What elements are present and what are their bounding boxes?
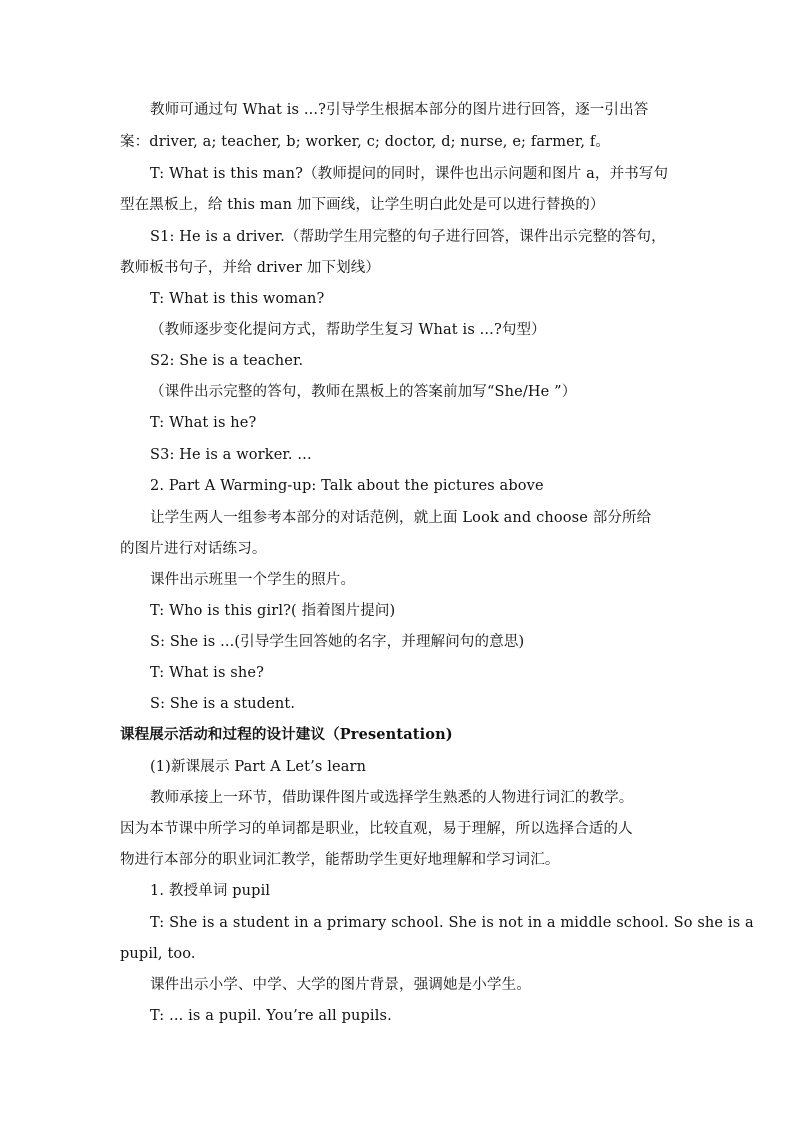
paragraph-line: (1)新课展示 Part A Let’s learn — [150, 759, 367, 775]
paragraph-line: T: What is this woman? — [150, 291, 325, 307]
paragraph-line: （教师逐步变化提问方式，帮助学生复习 What is ...?句型） — [150, 322, 546, 338]
paragraph-line: 课件出示小学、中学、大学的图片背景，强调她是小学生。 — [150, 977, 531, 993]
paragraph-line: 教师可通过句 What is ...?引导学生根据本部分的图片进行回答，逐一引出答 — [150, 102, 649, 118]
paragraph-line: 案：driver, a; teacher, b; worker, c; doctor, d; nurse, e; farmer, f。 — [120, 134, 611, 150]
paragraph-line: T: She is a student in a primary school. She is not in a middle school. So she is a — [150, 915, 754, 931]
paragraph-line: （课件出示完整的答句，教师在黑板上的答案前加写“She/He ”） — [150, 384, 577, 400]
paragraph-line: S3: He is a worker. ... — [150, 447, 312, 463]
section-heading: 课程展示活动和过程的设计建议（Presentation) — [120, 726, 453, 743]
paragraph-line: pupil, too. — [120, 946, 196, 962]
paragraph-line: 教师板书句子，并给 driver 加下划线） — [120, 260, 381, 276]
paragraph-line: 课件出示班里一个学生的照片。 — [150, 572, 356, 588]
paragraph-line: 因为本节课中所学习的单词都是职业，比较直观，易于理解，所以选择合适的人 — [120, 821, 633, 837]
paragraph-line: T: What is she? — [150, 665, 265, 681]
paragraph-line: 教师承接上一环节，借助课件图片或选择学生熟悉的人物进行词汇的教学。 — [150, 790, 634, 806]
paragraph-line: S: She is ...(引导学生回答她的名字，并理解问句的意思) — [150, 634, 525, 650]
paragraph-line: 1. 教授单词 pupil — [150, 883, 271, 899]
paragraph-line: T: What is he? — [150, 415, 257, 431]
paragraph-line: S2: She is a teacher. — [150, 353, 304, 369]
paragraph-line: 的图片进行对话练习。 — [120, 541, 267, 557]
paragraph-line: 物进行本部分的职业词汇教学，能帮助学生更好地理解和学习词汇。 — [120, 852, 560, 868]
paragraph-line: T: ... is a pupil. You’re all pupils. — [150, 1008, 392, 1024]
paragraph-line: 型在黑板上，给 this man 加下画线，让学生明白此处是可以进行替换的） — [120, 197, 605, 213]
paragraph-line: T: Who is this girl?( 指着图片提问) — [150, 603, 396, 619]
paragraph-line: T: What is this man?（教师提问的同时，课件也出示问题和图片 a，并书写句 — [150, 166, 669, 182]
paragraph-line: 2. Part A Warming-up: Talk about the pictures above — [150, 478, 544, 494]
paragraph-line: 让学生两人一组参考本部分的对话范例，就上面 Look and choose 部分所给 — [150, 510, 652, 526]
paragraph-line: S1: He is a driver.（帮助学生用完整的句子进行回答，课件出示完整的答句， — [150, 229, 666, 245]
paragraph-line: S: She is a student. — [150, 696, 296, 712]
